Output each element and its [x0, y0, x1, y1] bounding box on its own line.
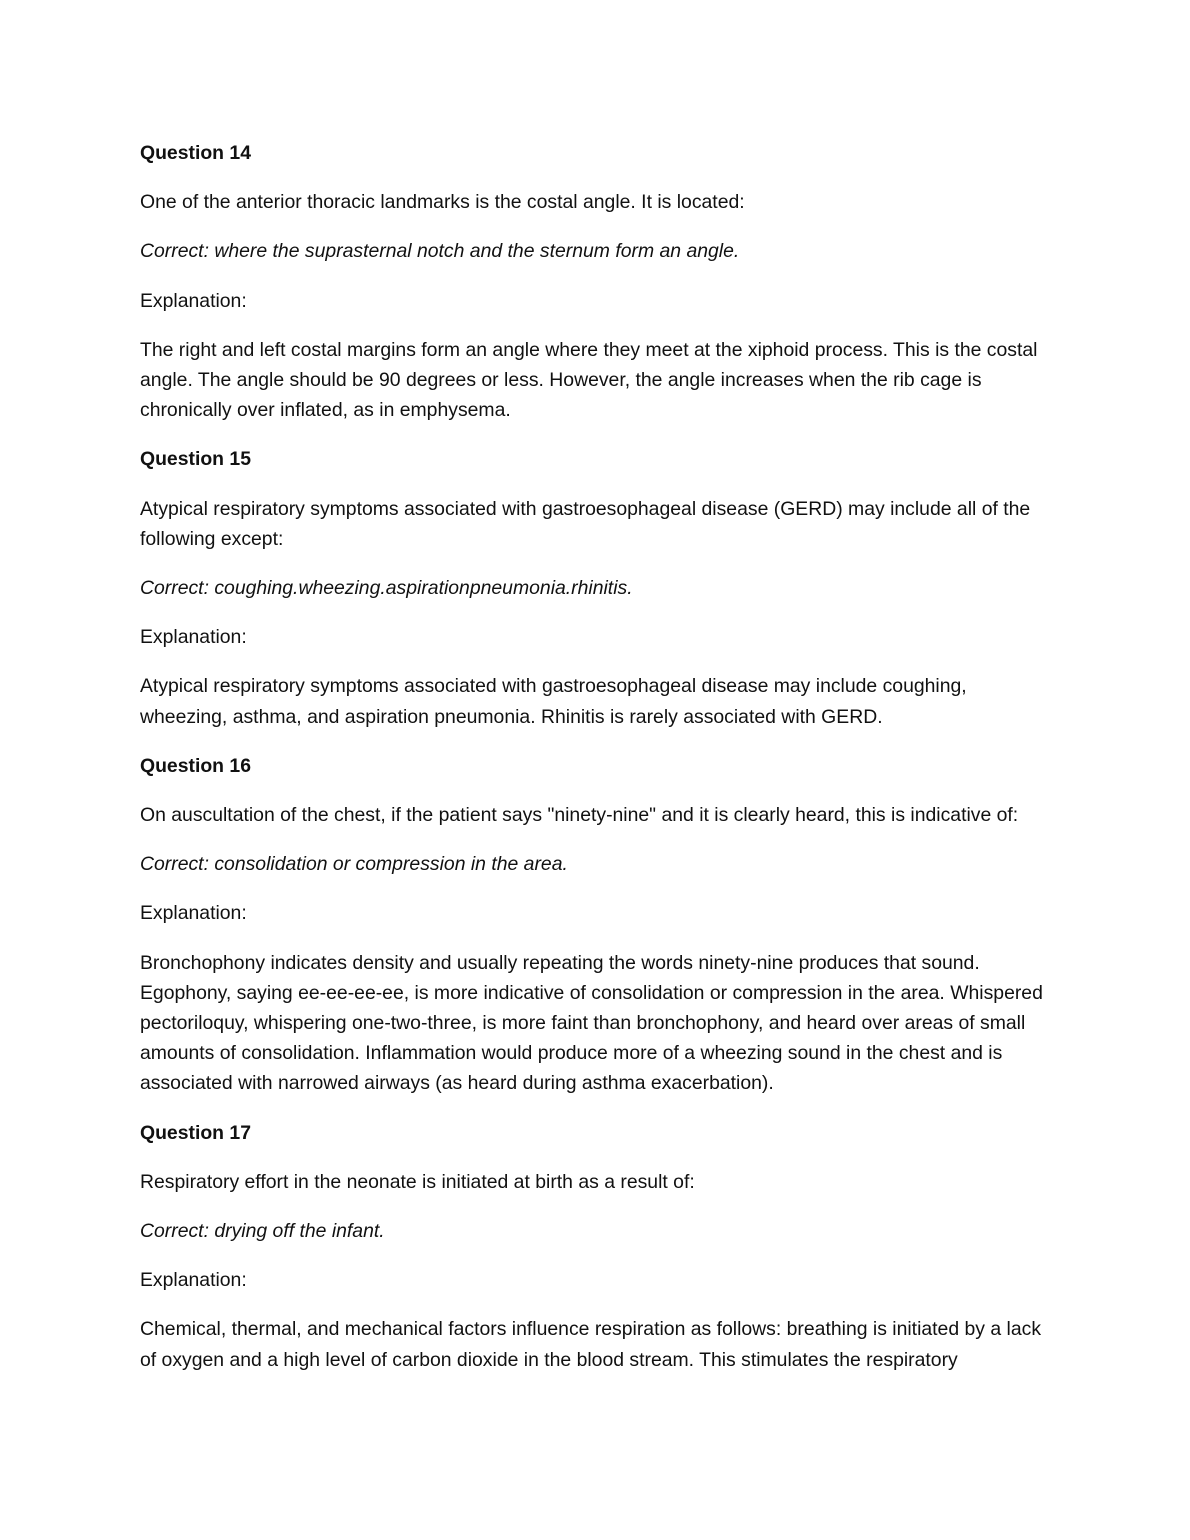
question-17 — [140, 1118, 1050, 1375]
explanation-text: Chemical, thermal, and mechanical factors influence respiration as follows: breathing is initiated by a lack of oxygen and a high level of carbon dioxide in the blood stream. This stimulates the respiratory — [140, 1318, 1042, 1371]
correct-answer: Correct: consolidation or compression in the area. — [140, 853, 568, 876]
question-16 — [140, 751, 1050, 1099]
correct-answer: Correct: coughing.wheezing.aspirationpneumonia.rhinitis. — [140, 577, 633, 600]
question-text: On auscultation of the chest, if the patient says "ninety-nine" and it is clearly heard, this is indicative of: — [140, 804, 1019, 827]
page-content — [140, 138, 1050, 1394]
correct-answer: Correct: where the suprasternal notch and the sternum form an angle. — [140, 240, 740, 263]
explanation-text: The right and left costal margins form an angle where they meet at the xiphoid process. This is the costal angle. The angle should be 90 degrees or less. However, the angle increases when the rib cage is chronically over inflated, as in emphysema. — [140, 338, 1038, 422]
question-heading: Question 17 — [140, 1121, 251, 1144]
explanation-label: Explanation: — [140, 1269, 247, 1292]
question-text: Respiratory effort in the neonate is initiated at birth as a result of: — [140, 1170, 695, 1193]
question-heading: Question 15 — [140, 448, 251, 471]
explanation-text: Atypical respiratory symptoms associated with gastroesophageal disease may include coughing, wheezing, asthma, and aspiration pneumonia. Rhinitis is rarely associated with GERD. — [140, 675, 967, 728]
correct-answer: Correct: drying off the infant. — [140, 1220, 385, 1243]
question-14 — [140, 138, 1050, 425]
question-15 — [140, 444, 1050, 731]
explanation-label: Explanation: — [140, 289, 247, 312]
explanation-text: Bronchophony indicates density and usually repeating the words ninety-nine produces that sound. Egophony, saying ee-ee-ee-ee, is more indicative of consolidation or compression in the area. Whispered pectoriloquy, whispering one-two-three, is more faint than bronchophony, and heard over areas of small amounts of consolidation. Inflammation would produce more of a wheezing sound in the chest and is associated with narrowed airways (as heard during asthma exacerbation). — [140, 951, 1043, 1095]
question-heading: Question 16 — [140, 754, 251, 777]
explanation-label: Explanation: — [140, 902, 247, 925]
question-text: Atypical respiratory symptoms associated with gastroesophageal disease (GERD) may include all of the following except: — [140, 497, 1031, 550]
question-text: One of the anterior thoracic landmarks is the costal angle. It is located: — [140, 191, 745, 214]
question-heading: Question 14 — [140, 142, 251, 164]
explanation-label: Explanation: — [140, 626, 247, 649]
